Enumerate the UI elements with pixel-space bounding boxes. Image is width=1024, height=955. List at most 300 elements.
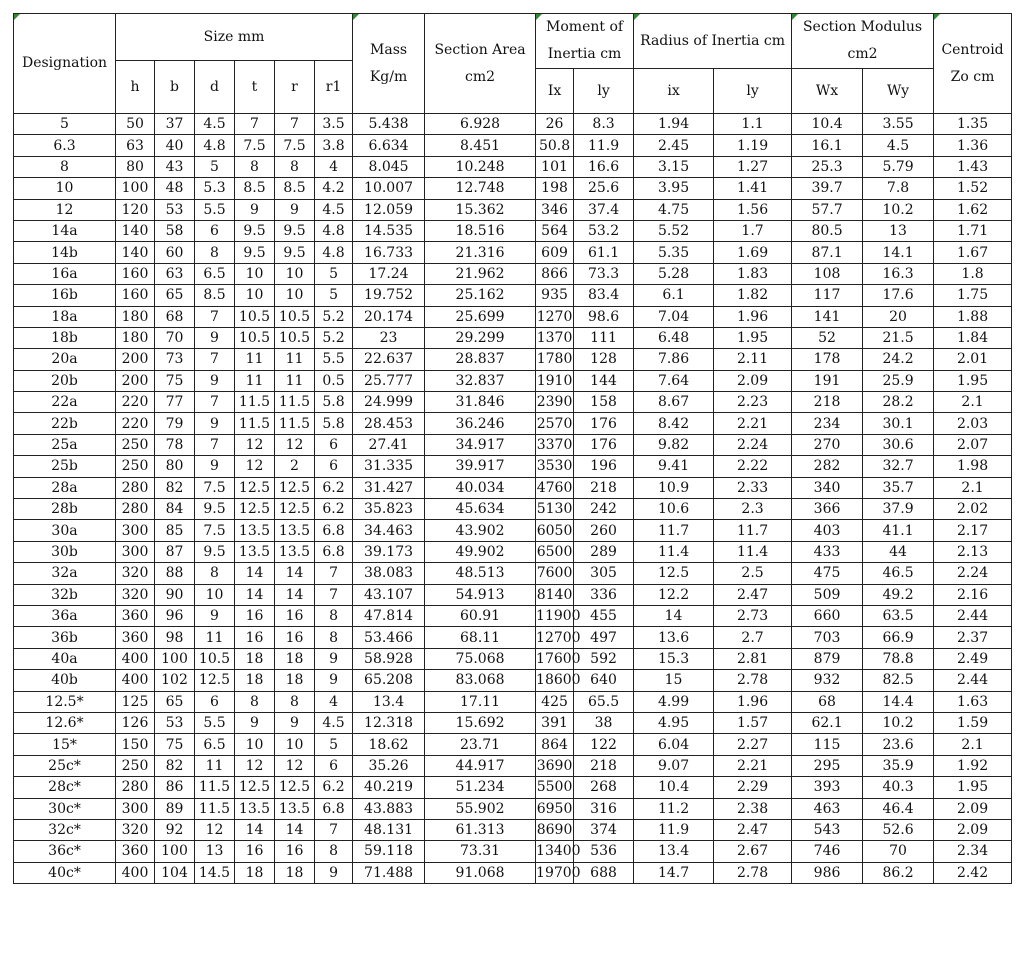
cell-moment-iy: 8.3 [574,114,634,135]
cell-mass: 31.427 [353,477,425,498]
table-row [14,777,1012,798]
cell-h: 126 [116,712,155,733]
cell-radius-ix: 11.4 [634,541,714,562]
cell-mass: 28.453 [353,413,425,434]
cell-modulus-wy: 30.1 [863,413,934,434]
section-area-header: Section Area cm2 [425,14,536,114]
cell-d: 14.5 [195,862,235,883]
size-col-t: t [235,61,275,114]
cell-section-area: 6.928 [425,114,536,135]
cell-r: 14 [275,563,315,584]
cell-modulus-wy: 37.9 [863,499,934,520]
cell-section-area: 23.71 [425,734,536,755]
cell-h: 180 [116,306,155,327]
cell-moment-ix: 2570 [536,413,574,434]
cell-moment-ix: 7600 [536,563,574,584]
cell-mass: 34.463 [353,520,425,541]
cell-centroid: 1.95 [934,370,1012,391]
cell-moment-iy: 336 [574,584,634,605]
cell-radius-iy: 2.27 [714,734,792,755]
cell-centroid: 2.1 [934,477,1012,498]
cell-section-area: 12.748 [425,178,536,199]
size-col-r1: r1 [315,61,353,114]
cell-r: 12 [275,755,315,776]
cell-r: 14 [275,819,315,840]
cell-section-area: 39.917 [425,456,536,477]
table-row [14,862,1012,883]
cell-mass: 23 [353,327,425,348]
cell-radius-iy: 1.56 [714,199,792,220]
cell-radius-iy: 1.95 [714,327,792,348]
cell-t: 10.5 [235,306,275,327]
table-row [14,114,1012,135]
cell-mass: 5.438 [353,114,425,135]
cell-radius-iy: 1.19 [714,135,792,156]
cell-r: 8.5 [275,178,315,199]
cell-t: 11.5 [235,413,275,434]
cell-d: 9 [195,413,235,434]
cell-mass: 20.174 [353,306,425,327]
cell-h: 200 [116,370,155,391]
cell-radius-iy: 2.24 [714,434,792,455]
cell-centroid: 2.42 [934,862,1012,883]
centroid-header: Centroid Zo cm [934,14,1012,114]
cell-modulus-wx: 141 [792,306,863,327]
cell-modulus-wx: 475 [792,563,863,584]
cell-r1: 6.8 [315,520,353,541]
cell-b: 75 [155,370,195,391]
cell-t: 11.5 [235,392,275,413]
cell-section-area: 83.068 [425,670,536,691]
cell-centroid: 2.17 [934,520,1012,541]
cell-h: 63 [116,135,155,156]
cell-modulus-wy: 70 [863,841,934,862]
cell-d: 12 [195,819,235,840]
cell-mass: 58.928 [353,648,425,669]
cell-modulus-wx: 403 [792,520,863,541]
cell-t: 12.5 [235,777,275,798]
cell-moment-ix: 17600 [536,648,574,669]
cell-r: 12 [275,434,315,455]
cell-t: 13.5 [235,520,275,541]
cell-centroid: 1.63 [934,691,1012,712]
cell-section-area: 36.246 [425,413,536,434]
cell-moment-iy: 218 [574,755,634,776]
cell-d: 12.5 [195,670,235,691]
cell-modulus-wy: 82.5 [863,670,934,691]
cell-r1: 5.8 [315,413,353,434]
cell-t: 12.5 [235,499,275,520]
cell-designation: 28b [14,499,116,520]
cell-moment-ix: 346 [536,199,574,220]
cell-radius-ix: 4.95 [634,712,714,733]
cell-modulus-wx: 543 [792,819,863,840]
cell-moment-ix: 3530 [536,456,574,477]
table-header [14,14,1012,114]
cell-h: 140 [116,220,155,241]
cell-modulus-wx: 178 [792,349,863,370]
moment-col-iy: ly [574,69,634,114]
cell-designation: 25a [14,434,116,455]
cell-designation: 22a [14,392,116,413]
cell-modulus-wy: 44 [863,541,934,562]
cell-section-area: 40.034 [425,477,536,498]
table-row [14,327,1012,348]
cell-b: 53 [155,199,195,220]
cell-moment-iy: 289 [574,541,634,562]
cell-moment-iy: 218 [574,477,634,498]
table-row [14,242,1012,263]
table-row [14,627,1012,648]
cell-r: 10 [275,263,315,284]
cell-r: 11.5 [275,392,315,413]
cell-t: 11 [235,370,275,391]
cell-designation: 5 [14,114,116,135]
cell-d: 10 [195,584,235,605]
cell-d: 7 [195,434,235,455]
cell-b: 102 [155,670,195,691]
cell-h: 400 [116,862,155,883]
cell-designation: 8 [14,156,116,177]
cell-r1: 4.8 [315,220,353,241]
cell-radius-iy: 2.29 [714,777,792,798]
cell-r1: 8 [315,605,353,626]
cell-d: 13 [195,841,235,862]
cell-modulus-wy: 16.3 [863,263,934,284]
cell-centroid: 2.1 [934,734,1012,755]
cell-moment-iy: 640 [574,670,634,691]
table-row [14,584,1012,605]
cell-centroid: 2.44 [934,670,1012,691]
cell-radius-ix: 3.15 [634,156,714,177]
cell-moment-ix: 26 [536,114,574,135]
cell-r1: 4.5 [315,712,353,733]
cell-modulus-wy: 66.9 [863,627,934,648]
cell-moment-iy: 11.9 [574,135,634,156]
cell-h: 80 [116,156,155,177]
cell-radius-iy: 2.5 [714,563,792,584]
cell-section-area: 34.917 [425,434,536,455]
cell-r1: 5.2 [315,306,353,327]
cell-radius-iy: 2.11 [714,349,792,370]
cell-mass: 43.883 [353,798,425,819]
cell-radius-ix: 9.41 [634,456,714,477]
cell-moment-ix: 19700 [536,862,574,883]
cell-moment-iy: 16.6 [574,156,634,177]
cell-radius-ix: 8.42 [634,413,714,434]
cell-moment-iy: 53.2 [574,220,634,241]
cell-mass: 35.823 [353,499,425,520]
cell-d: 11.5 [195,798,235,819]
cell-modulus-wy: 25.9 [863,370,934,391]
cell-radius-ix: 6.48 [634,327,714,348]
cell-r1: 5.5 [315,349,353,370]
cell-radius-ix: 7.04 [634,306,714,327]
cell-moment-iy: 98.6 [574,306,634,327]
cell-modulus-wx: 234 [792,413,863,434]
cell-moment-iy: 25.6 [574,178,634,199]
table-row [14,477,1012,498]
cell-radius-ix: 2.45 [634,135,714,156]
cell-r: 18 [275,670,315,691]
cell-t: 10 [235,734,275,755]
cell-b: 78 [155,434,195,455]
cell-d: 9 [195,370,235,391]
cell-designation: 36b [14,627,116,648]
cell-b: 40 [155,135,195,156]
cell-r: 16 [275,605,315,626]
cell-t: 9 [235,199,275,220]
cell-modulus-wx: 879 [792,648,863,669]
cell-d: 9 [195,456,235,477]
cell-t: 16 [235,605,275,626]
cell-radius-ix: 9.82 [634,434,714,455]
table-row [14,648,1012,669]
cell-centroid: 1.67 [934,242,1012,263]
cell-modulus-wy: 41.1 [863,520,934,541]
cell-t: 10 [235,263,275,284]
cell-radius-iy: 2.7 [714,627,792,648]
cell-b: 70 [155,327,195,348]
table-row [14,520,1012,541]
table-row [14,178,1012,199]
cell-radius-iy: 2.21 [714,413,792,434]
cell-b: 88 [155,563,195,584]
cell-section-area: 54.913 [425,584,536,605]
cell-moment-ix: 1780 [536,349,574,370]
size-col-r: r [275,61,315,114]
cell-section-area: 29.299 [425,327,536,348]
cell-radius-ix: 4.99 [634,691,714,712]
cell-moment-ix: 609 [536,242,574,263]
cell-radius-ix: 6.04 [634,734,714,755]
cell-modulus-wx: 108 [792,263,863,284]
cell-modulus-wy: 13 [863,220,934,241]
cell-modulus-wy: 24.2 [863,349,934,370]
cell-d: 4.5 [195,114,235,135]
cell-section-area: 32.837 [425,370,536,391]
cell-d: 10.5 [195,648,235,669]
size-col-b: b [155,61,195,114]
cell-centroid: 2.09 [934,819,1012,840]
cell-moment-ix: 5500 [536,777,574,798]
cell-b: 82 [155,755,195,776]
cell-mass: 71.488 [353,862,425,883]
cell-d: 9 [195,605,235,626]
cell-moment-iy: 592 [574,648,634,669]
table-row [14,156,1012,177]
cell-designation: 36a [14,605,116,626]
cell-mass: 14.535 [353,220,425,241]
cell-mass: 8.045 [353,156,425,177]
cell-moment-iy: 688 [574,862,634,883]
cell-mass: 65.208 [353,670,425,691]
cell-designation: 12.5* [14,691,116,712]
cell-h: 360 [116,627,155,648]
cell-mass: 59.118 [353,841,425,862]
cell-designation: 28a [14,477,116,498]
cell-radius-iy: 1.57 [714,712,792,733]
cell-r: 13.5 [275,541,315,562]
cell-modulus-wx: 463 [792,798,863,819]
cell-t: 11 [235,349,275,370]
cell-radius-iy: 1.7 [714,220,792,241]
table-row [14,263,1012,284]
cell-h: 120 [116,199,155,220]
cell-radius-ix: 6.1 [634,285,714,306]
cell-section-area: 43.902 [425,520,536,541]
cell-r1: 9 [315,670,353,691]
cell-b: 75 [155,734,195,755]
cell-centroid: 2.01 [934,349,1012,370]
cell-radius-iy: 11.7 [714,520,792,541]
cell-r: 18 [275,862,315,883]
cell-d: 9.5 [195,541,235,562]
table-row [14,135,1012,156]
cell-designation: 25c* [14,755,116,776]
cell-designation: 30c* [14,798,116,819]
cell-mass: 47.814 [353,605,425,626]
cell-centroid: 1.43 [934,156,1012,177]
cell-moment-iy: 176 [574,413,634,434]
cell-h: 300 [116,520,155,541]
cell-centroid: 1.52 [934,178,1012,199]
cell-section-area: 75.068 [425,648,536,669]
cell-section-area: 91.068 [425,862,536,883]
cell-moment-iy: 536 [574,841,634,862]
cell-modulus-wy: 32.7 [863,456,934,477]
cell-r1: 8 [315,841,353,862]
cell-radius-ix: 5.35 [634,242,714,263]
cell-r1: 3.8 [315,135,353,156]
cell-moment-ix: 425 [536,691,574,712]
cell-r1: 3.5 [315,114,353,135]
cell-h: 220 [116,392,155,413]
cell-designation: 18b [14,327,116,348]
cell-d: 5.5 [195,712,235,733]
cell-modulus-wx: 660 [792,605,863,626]
cell-t: 8 [235,156,275,177]
cell-moment-ix: 18600 [536,670,574,691]
cell-moment-iy: 260 [574,520,634,541]
cell-b: 77 [155,392,195,413]
cell-radius-iy: 1.27 [714,156,792,177]
table-row [14,798,1012,819]
cell-modulus-wy: 20 [863,306,934,327]
cell-section-area: 10.248 [425,156,536,177]
cell-centroid: 2.16 [934,584,1012,605]
cell-section-area: 25.162 [425,285,536,306]
cell-r1: 5 [315,263,353,284]
cell-d: 9 [195,327,235,348]
cell-modulus-wx: 986 [792,862,863,883]
cell-centroid: 2.09 [934,798,1012,819]
cell-mass: 35.26 [353,755,425,776]
cell-modulus-wy: 4.5 [863,135,934,156]
cell-moment-iy: 144 [574,370,634,391]
cell-r: 11.5 [275,413,315,434]
cell-b: 89 [155,798,195,819]
cell-radius-iy: 2.38 [714,798,792,819]
size-col-d: d [195,61,235,114]
cell-designation: 20a [14,349,116,370]
cell-r: 10.5 [275,306,315,327]
cell-modulus-wx: 117 [792,285,863,306]
cell-r1: 9 [315,862,353,883]
cell-b: 98 [155,627,195,648]
cell-r1: 4.8 [315,242,353,263]
cell-centroid: 2.07 [934,434,1012,455]
cell-section-area: 51.234 [425,777,536,798]
cell-b: 100 [155,841,195,862]
cell-moment-iy: 111 [574,327,634,348]
cell-section-area: 44.917 [425,755,536,776]
cell-radius-ix: 4.75 [634,199,714,220]
cell-modulus-wy: 14.4 [863,691,934,712]
cell-radius-ix: 7.86 [634,349,714,370]
cell-radius-iy: 2.78 [714,670,792,691]
cell-radius-iy: 1.41 [714,178,792,199]
cell-designation: 14a [14,220,116,241]
cell-modulus-wy: 78.8 [863,648,934,669]
cell-t: 13.5 [235,798,275,819]
table-row [14,691,1012,712]
cell-centroid: 2.24 [934,563,1012,584]
cell-modulus-wy: 3.55 [863,114,934,135]
cell-h: 320 [116,563,155,584]
cell-section-area: 45.634 [425,499,536,520]
cell-d: 7 [195,349,235,370]
cell-modulus-wy: 21.5 [863,327,934,348]
cell-b: 58 [155,220,195,241]
cell-moment-ix: 12700 [536,627,574,648]
cell-radius-iy: 1.69 [714,242,792,263]
cell-r1: 6.2 [315,477,353,498]
cell-radius-iy: 1.83 [714,263,792,284]
cell-moment-ix: 391 [536,712,574,733]
cell-t: 8 [235,691,275,712]
cell-d: 11 [195,755,235,776]
cell-r1: 6.8 [315,541,353,562]
cell-d: 4.8 [195,135,235,156]
cell-section-area: 61.313 [425,819,536,840]
cell-b: 79 [155,413,195,434]
cell-radius-iy: 1.96 [714,691,792,712]
cell-centroid: 1.88 [934,306,1012,327]
cell-d: 9.5 [195,499,235,520]
table-row [14,755,1012,776]
cell-h: 200 [116,349,155,370]
cell-moment-ix: 198 [536,178,574,199]
cell-designation: 32c* [14,819,116,840]
cell-radius-iy: 2.78 [714,862,792,883]
cell-h: 160 [116,263,155,284]
cell-designation: 6.3 [14,135,116,156]
cell-centroid: 2.44 [934,605,1012,626]
cell-h: 140 [116,242,155,263]
table-row [14,306,1012,327]
cell-moment-ix: 864 [536,734,574,755]
cell-r1: 7 [315,584,353,605]
cell-designation: 16b [14,285,116,306]
cell-modulus-wy: 63.5 [863,605,934,626]
cell-designation: 12 [14,199,116,220]
cell-b: 84 [155,499,195,520]
cell-radius-ix: 14.7 [634,862,714,883]
cell-t: 8.5 [235,178,275,199]
cell-radius-ix: 13.4 [634,841,714,862]
cell-modulus-wx: 509 [792,584,863,605]
